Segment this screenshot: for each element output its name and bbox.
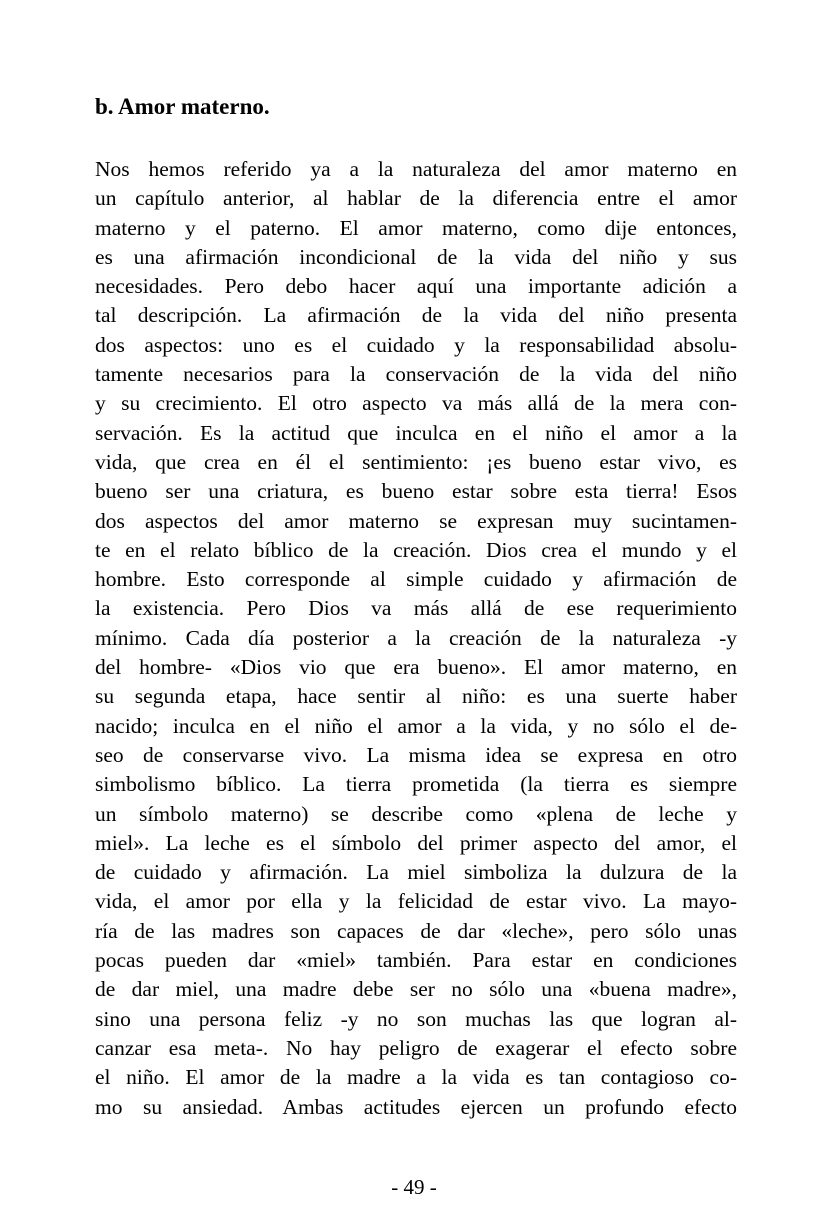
text-line: es una afirmación incondicional de la vida del niño y sus bbox=[95, 244, 737, 269]
text-line: miel». La leche es el símbolo del primer aspecto del amor, el bbox=[95, 830, 737, 855]
text-line: de cuidado y afirmación. La miel simboliza la dulzura de la bbox=[95, 860, 737, 885]
text-line: y su crecimiento. El otro aspecto va más allá de la mera con- bbox=[95, 391, 737, 416]
text-line: sino una persona feliz -y no son muchas las que logran al- bbox=[95, 1006, 737, 1031]
text-line: servación. Es la actitud que inculca en el niño el amor a la bbox=[95, 420, 737, 445]
text-line: te en el relato bíblico de la creación. Dios crea el mundo y el bbox=[95, 537, 737, 562]
text-line: la existencia. Pero Dios va más allá de ese requerimiento bbox=[95, 596, 737, 621]
text-line: vida, el amor por ella y la felicidad de estar vivo. La mayo- bbox=[95, 889, 737, 914]
text-line: su segunda etapa, hace sentir al niño: es una suerte haber bbox=[95, 684, 737, 709]
text-line: bueno ser una criatura, es bueno estar sobre esta tierra! Esos bbox=[95, 479, 737, 504]
page-number: - 49 - bbox=[391, 1175, 437, 1199]
text-line: canzar esa meta-. No hay peligro de exagerar el efecto sobre bbox=[95, 1035, 737, 1060]
text-line: hombre. Esto corresponde al simple cuidado y afirmación de bbox=[95, 567, 737, 592]
text-line: del hombre- «Dios vio que era bueno». El amor materno, en bbox=[95, 655, 737, 680]
text-line: dos aspectos del amor materno se expresan muy sucintamen- bbox=[95, 508, 737, 533]
text-line: simbolismo bíblico. La tierra prometida (la tierra es siempre bbox=[95, 772, 737, 797]
text-line: mínimo. Cada día posterior a la creación de la naturaleza -y bbox=[95, 625, 737, 650]
text-line: Nos hemos referido ya a la naturaleza del amor materno en bbox=[95, 157, 737, 181]
text-line: seo de conservarse vivo. La misma idea se expresa en otro bbox=[95, 742, 737, 767]
section-heading: b. Amor materno. bbox=[95, 94, 270, 119]
text-line: materno y el paterno. El amor materno, como dije entonces, bbox=[95, 215, 737, 240]
text-line: un capítulo anterior, al hablar de la diferencia entre el amor bbox=[95, 186, 737, 211]
body-paragraph bbox=[95, 155, 737, 1122]
text-line: un símbolo materno) se describe como «plena de leche y bbox=[95, 801, 737, 826]
text-line: mo su ansiedad. Ambas actitudes ejercen un profundo efecto bbox=[95, 1094, 737, 1119]
text-line: ría de las madres son capaces de dar «leche», pero sólo unas bbox=[95, 918, 737, 943]
page-content bbox=[95, 92, 737, 1122]
text-line: necesidades. Pero debo hacer aquí una importante adición a bbox=[95, 274, 737, 299]
text-line: de dar miel, una madre debe ser no sólo una «buena madre», bbox=[95, 977, 737, 1002]
text-line: tamente necesarios para la conservación de la vida del niño bbox=[95, 362, 737, 387]
text-line: pocas pueden dar «miel» también. Para estar en condiciones bbox=[95, 948, 737, 973]
text-line: tal descripción. La afirmación de la vida del niño presenta bbox=[95, 303, 737, 328]
text-line: dos aspectos: uno es el cuidado y la responsabilidad absolu- bbox=[95, 332, 737, 357]
text-line: vida, que crea en él el sentimiento: ¡es bueno estar vivo, es bbox=[95, 449, 737, 474]
text-line: nacido; inculca en el niño el amor a la vida, y no sólo el de- bbox=[95, 713, 737, 738]
text-line: el niño. El amor de la madre a la vida es tan contagioso co- bbox=[95, 1065, 737, 1090]
